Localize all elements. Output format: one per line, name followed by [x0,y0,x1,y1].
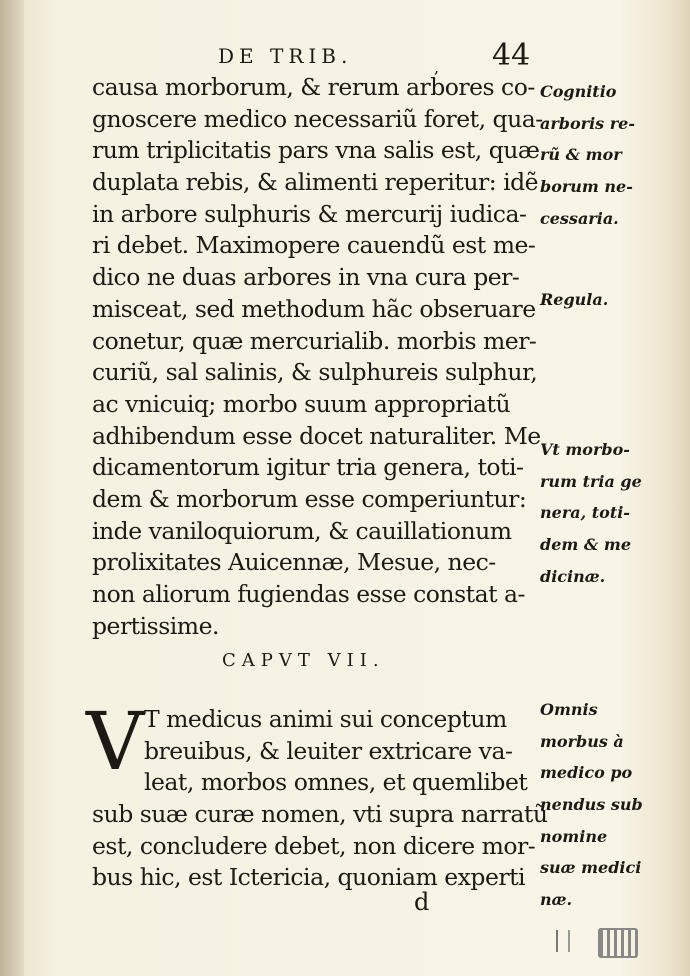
side-note-line: nomine [540,826,608,846]
signature-mark: d [414,888,430,916]
text-line: misceat, sed methodum hãc obseruare [92,294,536,323]
text-line: prolixitates Auicennæ, Mesue, nec- [92,548,496,577]
side-note-line: borum ne- [540,177,633,197]
text-line: dicamentorum igitur tria genera, toti- [92,453,524,482]
text-line: causa morborum, & rerum arbores co- [92,73,535,101]
library-barcode-icon [598,928,638,958]
text-line: breuibus, & leuiter extricare va- [144,736,513,765]
text-line: in arbore sulphuris & mercurij iudica- [92,199,527,228]
side-note-line: suæ medici [540,858,642,878]
text-line: dico ne duas arbores in vna cura per- [92,263,520,292]
text-line: rum triplicitatis pars vna salis est, quæ [92,136,540,165]
text-line: sub suæ curæ nomen, vti supra narratũ [92,800,548,829]
header-mark: , [434,58,440,77]
running-title: DE TRIB. [218,44,353,68]
side-note-line: rũ & mor [540,145,622,165]
library-stamp-icon [556,930,570,952]
side-note-line: arboris re- [540,113,635,133]
main-text-top [92,72,542,642]
side-note-line: cessaria. [540,208,619,228]
text-line: inde vaniloquiorum, & cauillationum [92,516,512,545]
side-note-line: Cognitio [540,82,617,101]
side-note-line: Omnis [540,700,598,719]
side-note-line: morbus à [540,731,624,751]
text-line: non aliorum fugiendas esse constat a- [92,580,525,608]
side-note-cognitio [540,76,660,234]
text-line: est, concludere debet, non dicere mor- [92,831,536,860]
text-line: dem & morborum esse comperiuntur: [92,484,527,513]
text-line: T medicus animi sui conceptum [144,705,507,733]
text-line: bus hic, est Ictericia, quoniam experti [92,863,526,892]
side-note-line: nendus sub [540,795,643,815]
side-note-line: Regula. [540,290,609,309]
drop-cap-initial: V [86,695,144,788]
side-note-line: nera, toti- [540,503,630,523]
side-note-line: Vt morbo- [540,440,630,459]
text-line: conetur, quæ mercurialib. morbis mer- [92,326,537,355]
side-note-line: medico po [540,763,633,783]
side-note-omnis [540,694,660,916]
main-text-bottom [92,704,548,894]
side-note-line: dem & me [540,535,631,555]
side-note-vt-morborum [540,434,660,592]
text-line: ri debet. Maximopere cauendũ est me- [92,231,536,260]
side-note-line: rum tria ge [540,471,642,491]
text-line: curiũ, sal salinis, & sulphureis sulphur, [92,358,538,387]
folio-number: 44 [492,38,531,73]
side-note-line: næ. [540,890,573,910]
side-note-regula [540,284,660,316]
chapter-heading: CAPVT VII. [222,650,385,671]
text-line: leat, morbos omnes, et quemlibet [144,768,528,797]
text-line: adhibendum esse docet naturaliter. Me [92,421,541,450]
text-line: pertissime. [92,611,219,640]
text-line: ac vnicuiq; morbo suum appropriatũ [92,389,511,418]
text-line: gnoscere medico necessariũ foret, qua- [92,104,543,133]
page-gutter-shadow [0,0,24,976]
text-line: duplata rebis, & alimenti reperitur: idẽ [92,168,539,197]
side-note-line: dicinæ. [540,566,606,586]
